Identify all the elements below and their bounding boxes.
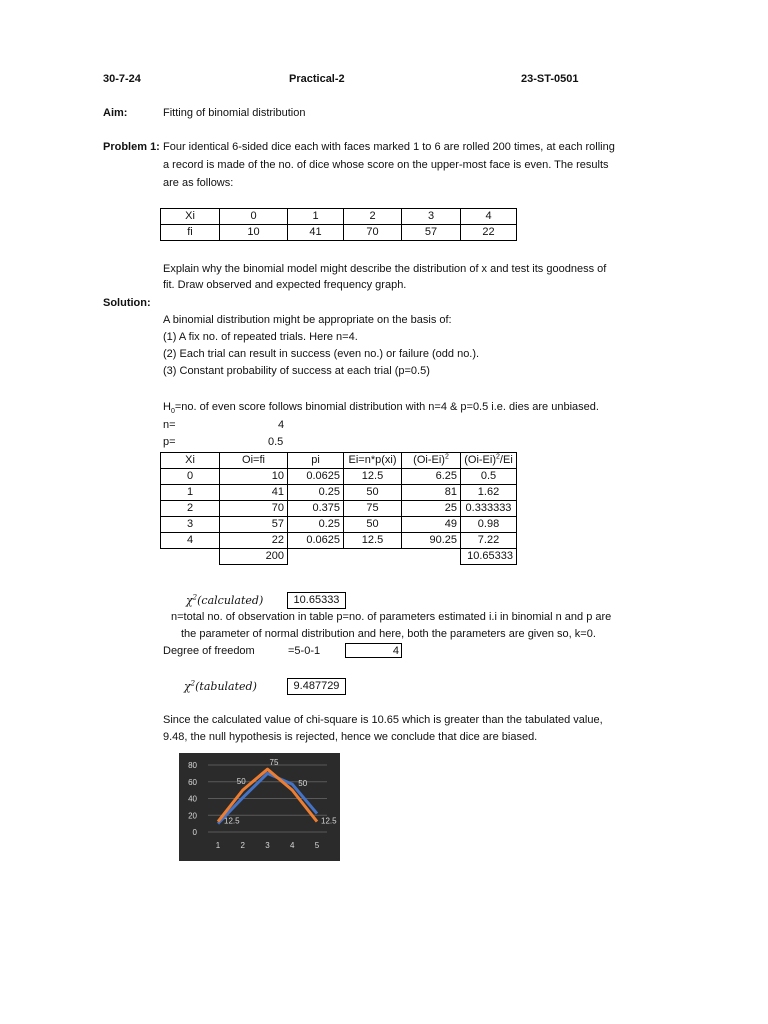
solution-label: Solution: (103, 297, 151, 309)
table-cell: 10 (220, 469, 288, 485)
table-cell: 6.25 (402, 469, 461, 485)
chi-tabulated-value: 9.487729 (287, 678, 346, 695)
chi-square-table (160, 452, 517, 565)
solution-line: (1) A fix no. of repeated trials. Here n=4. (163, 331, 358, 343)
table-cell: 0.98 (461, 517, 517, 533)
table-cell: 0.375 (288, 501, 344, 517)
table-cell: 75 (344, 501, 402, 517)
dof-label: Degree of freedom (163, 645, 255, 657)
table-cell: 0.333333 (461, 501, 517, 517)
table-header: $(Oi-Ei)^2$ (402, 453, 461, 469)
chart-svg (179, 753, 340, 861)
y-tick-label: 80 (188, 761, 197, 770)
table-cell: 22 (461, 225, 517, 241)
table-cell: 22 (220, 533, 288, 549)
table-cell: 2 (161, 501, 220, 517)
table-cell: 0.25 (288, 517, 344, 533)
table-row (161, 469, 517, 485)
conclusion-line: 9.48, the null hypothesis is rejected, hence we conclude that dice are biased. (163, 731, 538, 743)
table-cell (161, 549, 220, 565)
table-header: $(Oi-Ei)^2/Ei$ (461, 453, 517, 469)
y-tick-label: 0 (192, 828, 197, 837)
table-header: Oi=fi (220, 453, 288, 469)
table-row (161, 517, 517, 533)
table-row (161, 501, 517, 517)
table-header-row (161, 453, 517, 469)
dof-value: 4 (345, 643, 402, 658)
table-cell: 10 (220, 225, 288, 241)
table-cell: 4 (161, 533, 220, 549)
table-cell: 0.0625 (288, 469, 344, 485)
y-tick-label: 20 (188, 811, 197, 821)
table-cell: 1 (161, 485, 220, 501)
total-chi-square: 10.65333 (461, 549, 517, 565)
data-label: 50 (298, 779, 308, 789)
aim-text: Fitting of binomial distribution (163, 107, 306, 119)
x-tick-label: 2 (240, 841, 245, 850)
conclusion-line: Since the calculated value of chi-square is 10.65 which is greater than the tabulated value, (163, 714, 603, 726)
table-header: pi (288, 453, 344, 469)
solution-line: A binomial distribution might be appropriate on the basis of: (163, 314, 452, 326)
table-cell: 57 (402, 225, 461, 241)
table-cell: 1 (288, 209, 344, 225)
header-title: Practical-2 (289, 73, 345, 85)
table-cell: 0.0625 (288, 533, 344, 549)
y-tick-label: 60 (188, 777, 197, 787)
table-cell: 50 (344, 517, 402, 533)
table-cell: 7.22 (461, 533, 517, 549)
table-cell: Xi (161, 209, 220, 225)
chi-calculated-label: $\chi^2(calculated)$ (186, 593, 264, 607)
x-tick-label: 4 (290, 841, 295, 850)
p-label: p= (163, 436, 176, 448)
y-tick-label: 40 (188, 794, 197, 804)
total-observed: 200 (220, 549, 288, 565)
x-tick-label: 1 (215, 841, 221, 850)
table-cell: 81 (402, 485, 461, 501)
n-value: 4 (278, 419, 285, 431)
table-cell: 41 (220, 485, 288, 501)
chi-tabulated-label: $\chi^2(tabulated)$ (184, 679, 257, 693)
chi-calculated-value: 10.65333 (287, 592, 346, 609)
table-cell: 12.5 (344, 469, 402, 485)
p-value: 0.5 (268, 436, 284, 448)
table-header: Ei=n*p(xi) (344, 453, 402, 469)
note-line: n=total no. of observation in table p=no. of parameters estimated i.i in binomial n and p are (171, 611, 612, 623)
table-cell: 0 (220, 209, 288, 225)
table-row (161, 209, 517, 225)
problem-line: are as follows: (163, 177, 234, 189)
table-cell (344, 549, 402, 565)
problem-line: a record is made of the no. of dice whose score on the upper-most face is even. The results (163, 159, 609, 171)
table-row (161, 533, 517, 549)
table-cell: 57 (220, 517, 288, 533)
table-cell: 2 (344, 209, 402, 225)
data-label: 12.5 (224, 816, 240, 826)
null-hypothesis: $H_0=no$. of even score follows binomial distribution with n=4 & p=0.5 i.e. dies are unbiased. (163, 401, 599, 416)
table-cell (402, 549, 461, 565)
question-line: fit. Draw observed and expected frequency graph. (163, 279, 407, 291)
table-cell: 90.25 (402, 533, 461, 549)
table-cell (288, 549, 344, 565)
dof-formula: =5-0-1 (288, 645, 321, 657)
table-cell: 50 (344, 485, 402, 501)
solution-line: (2) Each trial can result in success (even no.) or failure (odd no.). (163, 348, 480, 360)
table-cell: 70 (220, 501, 288, 517)
header-roll: 23-ST-0501 (521, 73, 579, 85)
problem-line: Four identical 6-sided dice each with faces marked 1 to 6 are rolled 200 times, at each rolling (163, 141, 615, 153)
table-header: Xi (161, 453, 220, 469)
question-line: Explain why the binomial model might describe the distribution of x and test its goodness of (163, 263, 607, 275)
table-row (161, 225, 517, 241)
table-total-row (161, 549, 517, 565)
x-tick-label: 3 (265, 841, 270, 850)
aim-label: Aim: (103, 107, 128, 119)
data-label: 12.5 (321, 816, 337, 826)
frequency-line-chart (179, 753, 340, 861)
table-cell: 41 (288, 225, 344, 241)
table-cell: 3 (402, 209, 461, 225)
table-cell: fi (161, 225, 220, 241)
table-cell: 25 (402, 501, 461, 517)
note-line: the parameter of normal distribution and here, both the parameters are given so, k=0. (181, 628, 596, 640)
frequency-table (160, 208, 517, 241)
header-date: 30-7-24 (103, 73, 141, 85)
table-cell: 4 (461, 209, 517, 225)
data-label: 50 (236, 777, 246, 787)
table-cell: 3 (161, 517, 220, 533)
table-cell: 1.62 (461, 485, 517, 501)
solution-line: (3) Constant probability of success at each trial (p=0.5) (163, 365, 430, 377)
n-label: n= (163, 419, 176, 431)
table-row (161, 485, 517, 501)
table-cell: 12.5 (344, 533, 402, 549)
table-cell: 0 (161, 469, 220, 485)
data-label: 75 (269, 758, 279, 768)
table-cell: 70 (344, 225, 402, 241)
table-cell: 49 (402, 517, 461, 533)
problem-label: Problem 1: (103, 141, 160, 153)
x-tick-label: 5 (314, 841, 320, 850)
table-cell: 0.5 (461, 469, 517, 485)
table-cell: 0.25 (288, 485, 344, 501)
